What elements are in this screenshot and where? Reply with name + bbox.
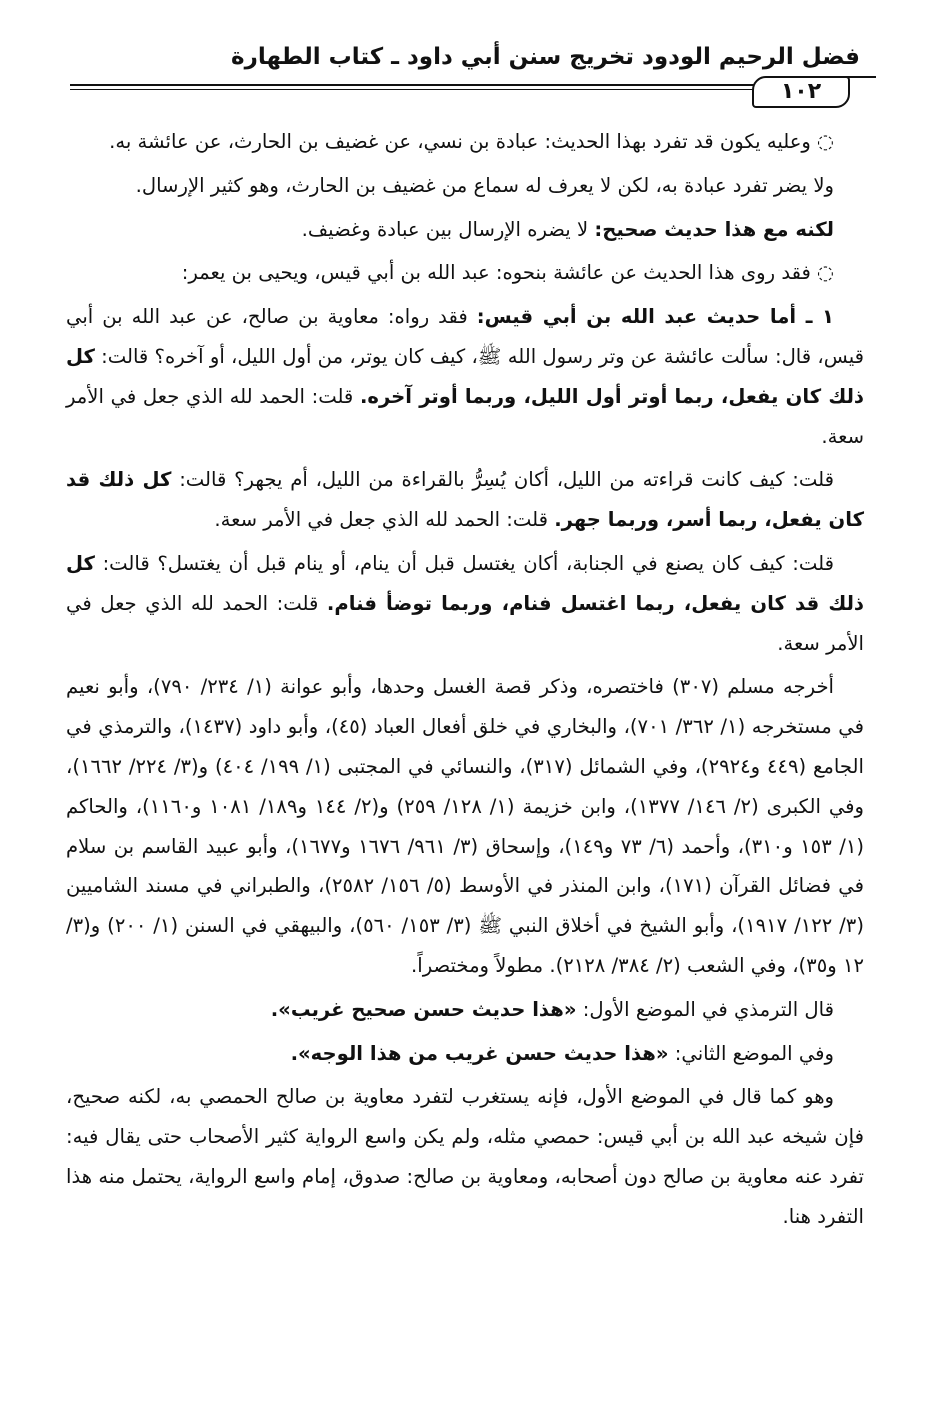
emphasized-text: «هذا حديث حسن غريب من هذا الوجه».: [290, 1041, 669, 1065]
emphasized-text: كل ذلك قد كان يفعل، ربما أسر، وربما جهر.: [66, 468, 864, 532]
text-segment: قلت: كيف كانت قراءته من الليل، أكان يُسِرُّ بالقراءة من الليل، أم يجهر؟ قالت:: [171, 468, 834, 492]
text-segment: قلت: كيف كان يصنع في الجنابة، أكان يغتسل قبل أن ينام، أو ينام قبل أن يغتسل؟ قالت:: [94, 551, 834, 575]
emphasized-text: لكنه مع هذا حديث صحيح:: [594, 217, 834, 241]
text-segment: أخرجه مسلم (٣٠٧) فاختصره، وذكر قصة الغسل وحدها، وأبو عوانة (١/ ٢٣٤/ ٧٩٠)، وأبو نعيم في مستخرجه (١/ ٣٦٢/ ٧٠١)، والبخاري في خلق أفعال العباد (٤٥)، وأبو داود (١٤٣٧)، والترمذي في الجامع (٤٤٩ و٢٩٢٤)، وفي الشمائل (٣١٧)، والنسائي في المجتبى (١/ ١٩٩/ ٤٠٤) و(٣/ ٢٢٤/ ١٦٦٢)، وفي الكبرى (٢/ ١٤٦/ ١٣٧٧)، وابن خزيمة (١/ ١٢٨/ ٢٥٩) و(٢/ ١٤٤ و١٨٩/ ١٠٨١ و١١٦٠)، والحاكم (١/ ١٥٣ و٣١٠)، وأحمد (٦/ ٧٣ و١٤٩)، وإسحاق (٣/ ٩٦١/ ١٦٧٦ و١٦٧٧)، وأبو عبيد القاسم بن سلام في فضائل القرآن (١٧١)، وابن المنذر في الأوسط (٥/ ١٥٦/ ٢٥٨٢)، والطبراني في مسند الشاميين (٣/ ١٢٢/ ١٩١٧)، وأبو الشيخ في أخلاق النبي ﷺ (٣/ ١٥٣/ ٥٦٠)، والبيهقي في السنن (١/ ٢٠٠) و(٣/ ١٢ و٣٥)، وفي الشعب (٢/ ٣٨٤/ ٢١٢٨). مطولاً ومختصراً.: [66, 675, 864, 977]
paragraph-p2: [66, 166, 864, 206]
paragraph-p3: [66, 210, 864, 250]
paragraph-p5: [66, 297, 864, 456]
text-segment: قلت: الحمد لله الذي جعل في الأمر سعة.: [66, 591, 864, 655]
paragraph-p9: [66, 990, 864, 1030]
paragraph-marker-icon: ◌: [816, 130, 834, 153]
emphasized-text: ١ ـ أما حديث عبد الله بن أبي قيس:: [476, 305, 834, 329]
text-segment: وفي الموضع الثاني:: [668, 1041, 834, 1065]
text-segment: فقد روى هذا الحديث عن عائشة بنحوه: عبد الله بن أبي قيس، ويحيى بن يعمر:: [181, 261, 811, 285]
paragraph-marker-icon: ◌: [816, 261, 834, 285]
paragraph-p1: [66, 122, 864, 162]
paragraph-p10: [66, 1034, 864, 1074]
text-segment: وعليه يكون قد تفرد بهذا الحديث: عبادة بن نسي، عن غضيف بن الحارث، عن عائشة به.: [109, 130, 811, 153]
paragraph-p4: [66, 253, 864, 293]
emphasized-text: كل ذلك قد كان يفعل، ربما اغتسل فنام، وربما توضأ فنام.: [66, 551, 864, 615]
text-segment: قلت: الحمد لله الذي جعل في الأمر سعة.: [66, 384, 864, 448]
paragraph-p6: [66, 460, 864, 540]
paragraph-p11: [66, 1077, 864, 1236]
text-segment: فقد رواه: معاوية بن صالح، عن عبد الله بن أبي قيس، قال: سألت عائشة عن وتر رسول الله ﷺ، كيف كان يوتر، من أول الليل، أو آخره؟ قالت:: [66, 305, 864, 368]
paragraph-p8: [66, 667, 864, 985]
emphasized-text: كل ذلك كان يفعل، ربما أوتر أول الليل، وربما أوتر آخره.: [66, 344, 864, 408]
paragraph-p7: [66, 544, 864, 663]
page-number: ١٠٢: [752, 76, 850, 108]
running-title: فضل الرحيم الودود تخريج سنن أبي داود ـ كتاب الطهارة: [231, 44, 860, 70]
text-segment: ولا يضر تفرد عبادة به، لكن لا يعرف له سماع من غضيف بن الحارث، وهو كثير الإرسال.: [135, 173, 834, 197]
text-segment: قال الترمذي في الموضع الأول:: [576, 997, 834, 1021]
body-text: [66, 122, 864, 1241]
text-segment: وهو كما قال في الموضع الأول، فإنه يستغرب لتفرد معاوية بن صالح الحمصي به، لكنه صحيح، فإن شيخه عبد الله بن أبي قيس: حمصي مثله، ولم يكن واسع الرواية كثير الأصحاب حتى يقال فيه: تفرد عنه معاوية بن صالح دون أصحابه، ومعاوية بن صالح: صدوق، إمام واسع الرواية، يحتمل منه هذا التفرد هنا.: [66, 1085, 864, 1228]
text-segment: لا يضره الإرسال بين عبادة وغضيف.: [301, 217, 595, 241]
emphasized-text: «هذا حديث حسن صحيح غريب».: [270, 997, 577, 1021]
text-segment: قلت: الحمد لله الذي جعل في الأمر سعة.: [214, 508, 555, 532]
